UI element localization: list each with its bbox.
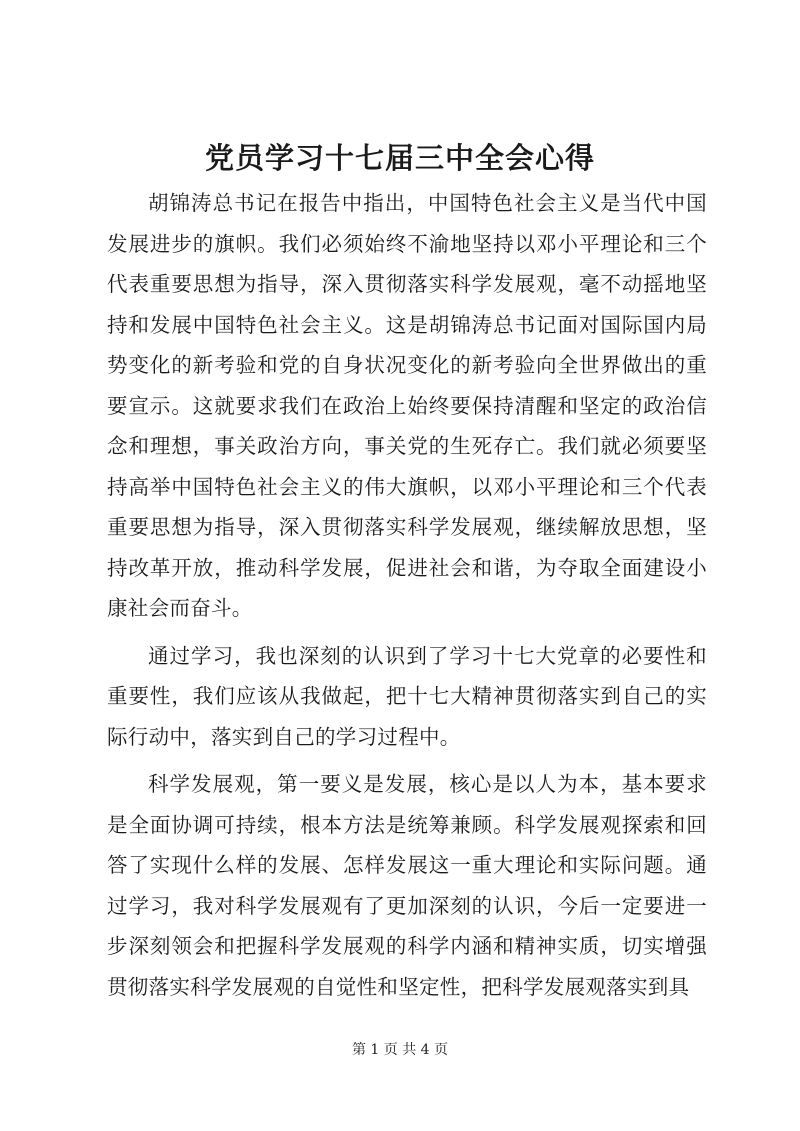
paragraph-3: 科学发展观，第一要义是发展，核心是以人为本，基本要求是全面协调可持续，根本方法是统筹兼顾。科学发展观探索和回答了实现什么样的发展、怎样发展这一重大理论和实际问题。通过学习，我对科学发展观有了更加深刻的认识，今后一定要进一步深刻领会和把握科学发展观的科学内涵和精神实质，切实增强贯彻落实科学发展观的自觉性和坚定性，把科学发展观落实到具 [107,772,707,999]
document-title: 党员学习十七届三中全会心得 [204,141,595,175]
paragraph-2: 通过学习，我也深刻的认识到了学习十七大党章的必要性和重要性，我们应该从我做起，把十七大精神贯彻落实到自己的实际行动中，落实到自己的学习过程中。 [107,643,707,749]
paragraph-1: 胡锦涛总书记在报告中指出，中国特色社会主义是当代中国发展进步的旗帜。我们必须始终不渝地坚持以邓小平理论和三个代表重要思想为指导，深入贯彻落实科学发展观，毫不动摇地坚持和发展中国特色社会主义。这是胡锦涛总书记面对国际国内局势变化的新考验和党的自身状况变化的新考验向全世界做出的重要宣示。这就要求我们在政治上始终要保持清醒和坚定的政治信念和理想，事关政治方向，事关党的生死存亡。我们就必须要坚持高举中国特色社会主义的伟大旗帜，以邓小平理论和三个代表重要思想为指导，深入贯彻落实科学发展观，继续解放思想，坚持改革开放，推动科学发展，促进社会和谐，为夺取全面建设小康社会而奋斗。 [107,191,707,620]
document-body [107,183,707,1014]
page-number-footer: 第 1 页 共 4 页 [351,1042,449,1058]
